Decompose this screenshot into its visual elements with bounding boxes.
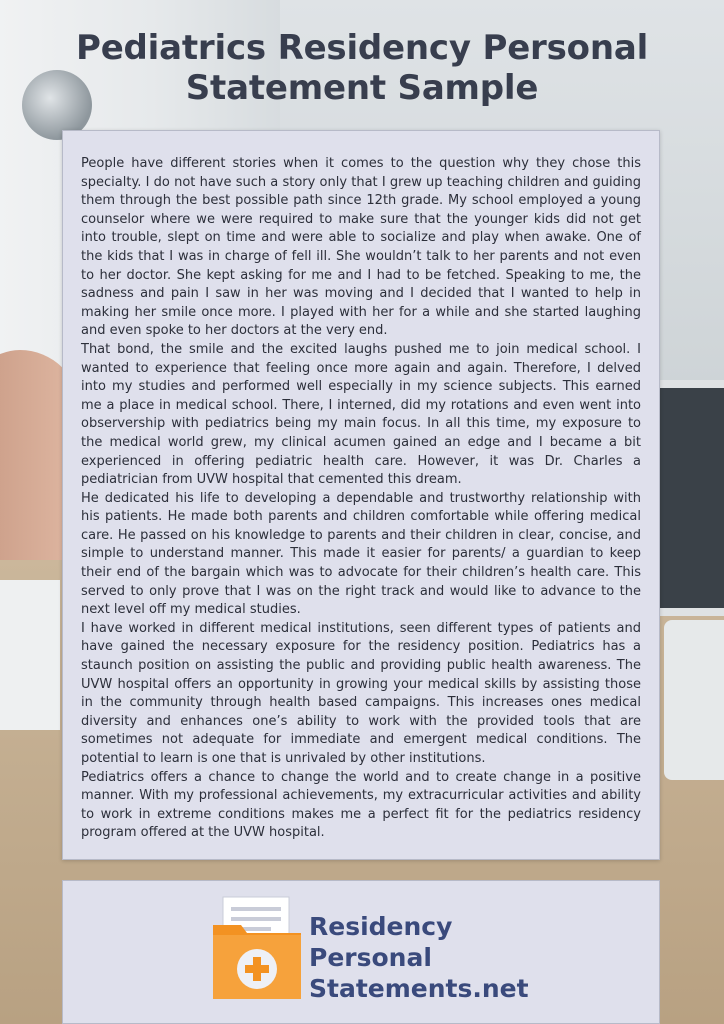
brand-line: Residency [309, 912, 453, 941]
device [664, 620, 724, 780]
brand-name[interactable] [309, 911, 639, 1004]
papers [0, 580, 60, 730]
page-title: Pediatrics Residency Personal Statement Sample [75, 28, 649, 108]
brand-line: Statements.net [309, 974, 529, 1003]
brand-card[interactable] [62, 880, 660, 1024]
statement-paragraph: He dedicated his life to developing a dependable and trustworthy relationship with his patients. He made both parents and children comfortable while offering medical care. He passed on his knowledge to parents and their children in clear, concise, and simple to understand manner. This made it easier for parents/ a guardian to keep their end of the bargain which was to advocate for their children’s health care. This served to only prove that I was on the right track and would like to advance to the next level off my medical studies. [81, 490, 641, 618]
statement-card [62, 130, 660, 860]
statement-paragraph: People have different stories when it comes to the question why they chose this specialty. I do not have such a story only that I grew up teaching children and guiding them through the best possible path since 12th grade. My school employed a young counselor where we were required to make sure that the younger kids did not get into trouble, slept on time and were able to socialize and play when awake. One of the kids that I was in charge of fell ill. She wouldn’t talk to her parents and not even to her doctor. She kept asking for me and I had to be fetched. Speaking to me, the sadness and pain I saw in her was moving and I decided that I wanted to help in making her smile once more. I played with her for a while and she started laughing and even spoke to her doctors at the very end. [81, 156, 641, 339]
statement-paragraph: Pediatrics offers a chance to change the world and to create change in a positive manner. With my professional achievements, my extracurricular activities and ability to work in extreme conditions makes me a perfect fit for the pediatrics residency program offered at the UVW hospital. [81, 769, 641, 841]
brand-line: Personal [309, 943, 432, 972]
folder-medical-icon [211, 895, 303, 1001]
statement-paragraph: That bond, the smile and the excited laughs pushed me to join medical school. I wanted to experience that feeling once more again and again. Therefore, I delved into my studies and performed well especially in my science subjects. This earned me a place in medical school. There, I interned, did my rotations and even went into observership with pediatrics being my main focus. In all this time, my exposure to the medical world grew, my clinical acumen gained an edge and I became a bit experienced in offering pediatric health care. However, it was Dr. Charles a pediatrician from UVW hospital that cemented this dream. [81, 341, 641, 488]
statement-paragraph: I have worked in different medical institutions, seen different types of patients and have gained the necessary exposure for the residency position. Pediatrics has a staunch position on assisting the public and providing public health awareness. The UVW hospital offers an opportunity in growing your medical skills by assisting those in the community through health based campaigns. This increases ones medical diversity and enhances one’s ability to work with the provided tools that are sometimes not adequate for immediate and emergent medical conditions. The potential to learn is one that is unrivaled by other institutions. [81, 620, 641, 766]
